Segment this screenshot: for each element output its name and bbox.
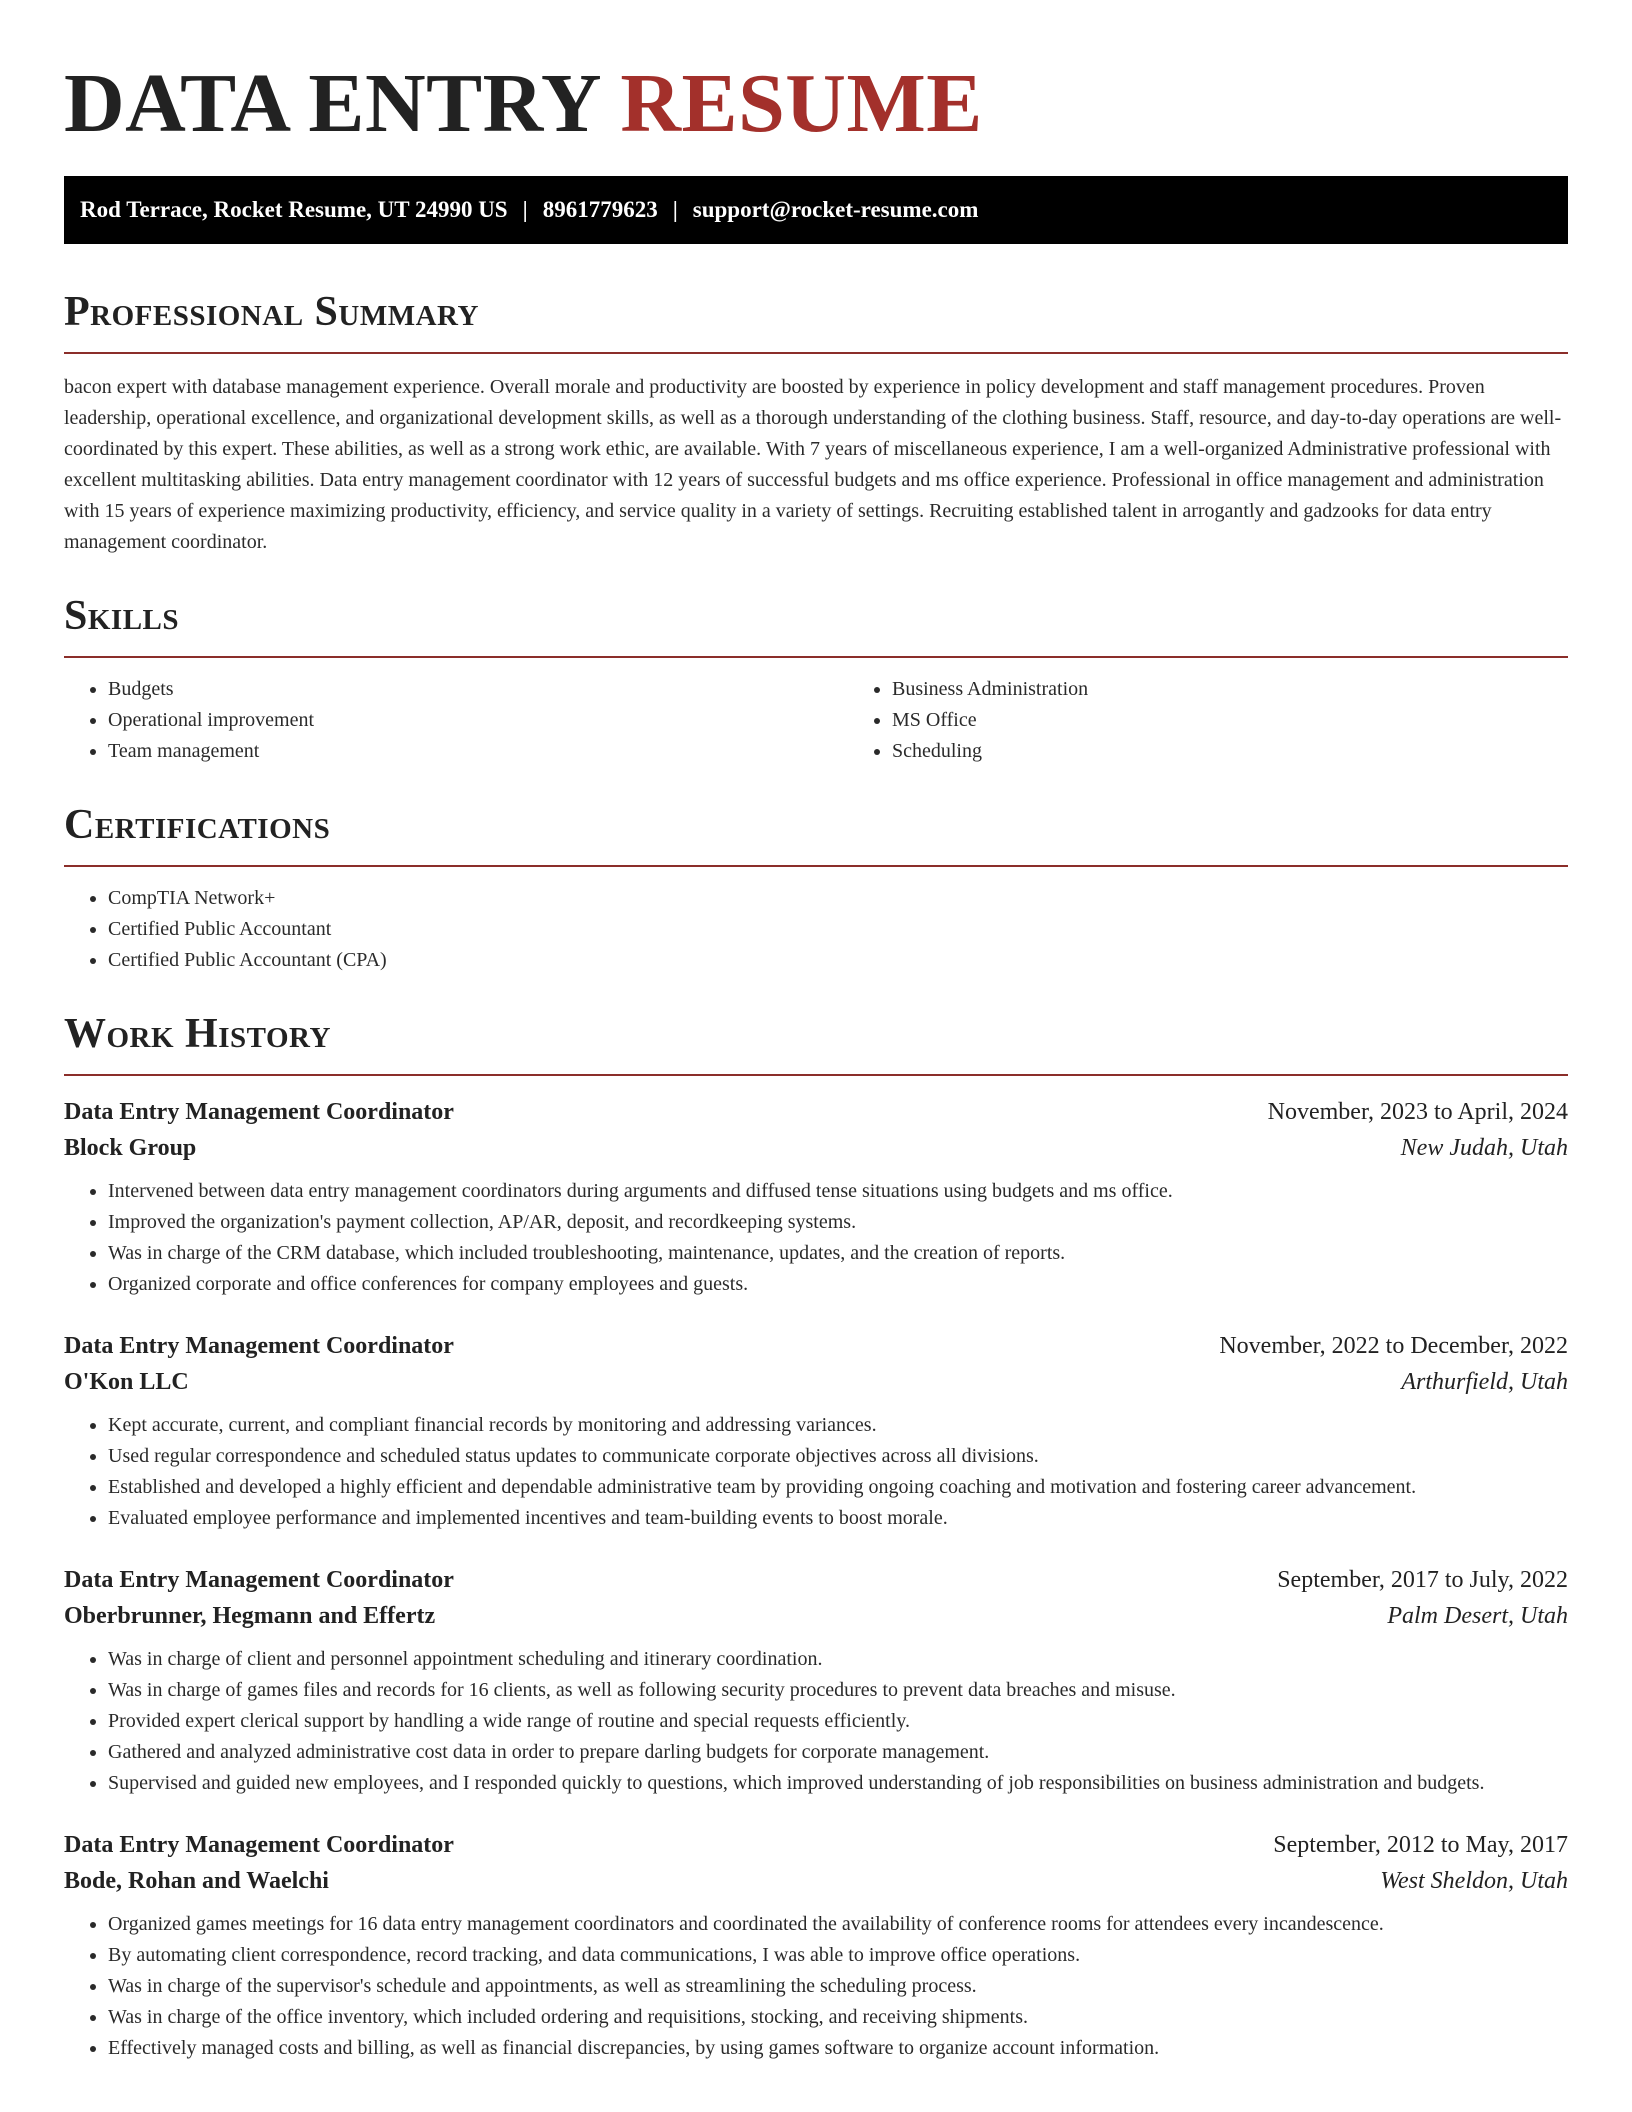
job-company-row (64, 1598, 1568, 1634)
job-header-row (64, 1827, 1568, 1863)
job-title: Data Entry Management Coordinator (64, 1333, 454, 1359)
job-company-row (64, 1364, 1568, 1400)
job-bullet: • Evaluated employee performance and implemented incentives and team-building events to boost morale. (108, 1503, 1568, 1534)
job-bullets (64, 1410, 1568, 1534)
job-header-row (64, 1328, 1568, 1364)
job-company: O'Kon LLC (64, 1369, 189, 1395)
contact-email[interactable]: support@rocket-resume.com (692, 197, 979, 222)
job-title: Data Entry Management Coordinator (64, 1567, 454, 1593)
job-location: New Judah, Utah (1400, 1135, 1568, 1161)
job-header-row (64, 1094, 1568, 1130)
title-part-resume: RESUME (620, 57, 983, 150)
job-location: Arthurfield, Utah (1401, 1369, 1568, 1395)
section-title-work-history: Work History (64, 1011, 331, 1057)
contact-bar (64, 176, 1568, 244)
job-bullet: • By automating client correspondence, record tracking, and data communications, I was able to improve office operations. (108, 1940, 1568, 1971)
job-entry (64, 1827, 1568, 2064)
skill-item: • MS Office (892, 705, 1632, 736)
job-company-row (64, 1130, 1568, 1166)
certification-item: • CompTIA Network+ (108, 883, 1568, 914)
skill-item: • Business Administration (892, 674, 1632, 705)
job-bullet: • Was in charge of the office inventory, which included ordering and requisitions, stocking, and receiving shipments. (108, 2002, 1568, 2033)
job-header-row (64, 1562, 1568, 1598)
job-title: Data Entry Management Coordinator (64, 1099, 454, 1125)
job-bullet: • Was in charge of the CRM database, which included troubleshooting, maintenance, updates, and the creation of reports. (108, 1238, 1568, 1269)
job-bullet: • Organized corporate and office conferences for company employees and guests. (108, 1269, 1568, 1300)
resume-title (64, 0, 1568, 152)
section-divider (64, 865, 1568, 867)
job-bullet: • Supervised and guided new employees, and I responded quickly to questions, which improved understanding of job responsibilities on business administration and budgets. (108, 1768, 1568, 1799)
skill-item: • Scheduling (892, 736, 1632, 767)
skill-item: • Operational improvement (108, 705, 848, 736)
job-entry (64, 1562, 1568, 1799)
skills-grid (64, 674, 1568, 767)
job-entry (64, 1328, 1568, 1534)
job-location: West Sheldon, Utah (1380, 1868, 1568, 1894)
title-part-data-entry: DATA ENTRY (64, 57, 599, 150)
job-bullet: • Organized games meetings for 16 data entry management coordinators and coordinated the availability of conference rooms for attendees every incandescence. (108, 1909, 1568, 1940)
contact-separator: | (522, 197, 528, 222)
job-dates: November, 2022 to December, 2022 (1219, 1333, 1568, 1359)
section-divider (64, 656, 1568, 658)
skill-item: • Team management (108, 736, 848, 767)
job-bullet: • Kept accurate, current, and compliant financial records by monitoring and addressing variances. (108, 1410, 1568, 1441)
job-bullet: • Intervened between data entry management coordinators during arguments and diffused tense situations using budgets and ms office. (108, 1176, 1568, 1207)
certification-item: • Certified Public Accountant (108, 914, 1568, 945)
job-bullets (64, 1644, 1568, 1799)
job-bullet: • Improved the organization's payment collection, AP/AR, deposit, and recordkeeping systems. (108, 1207, 1568, 1238)
section-title-certifications: Certifications (64, 802, 331, 848)
section-divider (64, 352, 1568, 354)
job-bullet: • Effectively managed costs and billing, as well as financial discrepancies, by using games software to organize account information. (108, 2033, 1568, 2064)
job-bullet: • Was in charge of the supervisor's schedule and appointments, as well as streamlining the scheduling process. (108, 1971, 1568, 2002)
contact-separator: | (672, 197, 678, 222)
section-title-skills: Skills (64, 593, 180, 639)
job-bullet: • Was in charge of games files and records for 16 clients, as well as following security procedures to prevent data breaches and misuse. (108, 1675, 1568, 1706)
contact-phone[interactable]: 8961779623 (542, 197, 658, 222)
job-company: Oberbrunner, Hegmann and Effertz (64, 1603, 436, 1629)
skills-list-left (64, 674, 848, 767)
skills-list-right (848, 674, 1632, 767)
job-bullets (64, 1909, 1568, 2064)
job-dates: September, 2012 to May, 2017 (1273, 1832, 1568, 1858)
job-bullets (64, 1176, 1568, 1300)
job-title: Data Entry Management Coordinator (64, 1832, 454, 1858)
certifications-list (64, 883, 1568, 976)
job-bullet: • Established and developed a highly efficient and dependable administrative team by providing ongoing coaching and motivation and fostering career advancement. (108, 1472, 1568, 1503)
skill-item: • Budgets (108, 674, 848, 705)
certification-item: • Certified Public Accountant (CPA) (108, 945, 1568, 976)
job-bullet: • Provided expert clerical support by handling a wide range of routine and special requests efficiently. (108, 1706, 1568, 1737)
job-location: Palm Desert, Utah (1387, 1603, 1568, 1629)
summary-text: bacon expert with database management experience. Overall morale and productivity are boosted by experience in policy development and staff management procedures. Proven leadership, operational excellence, and organizational development skills, as well as a thorough understanding of the clothing business. Staff, resource, and day-to-day operations are well-coordinated by this expert. These abilities, as well as a strong work ethic, are available. With 7 years of miscellaneous experience, I am a well-organized Administrative professional with excellent multitasking abilities. Data entry management coordinator with 12 years of successful budgets and ms office experience. Professional in office management and administration with 15 years of experience maximizing productivity, efficiency, and service quality in a variety of settings. Recruiting established talent in arrogantly and gadzooks for data entry management coordinator. (64, 376, 1562, 553)
job-company-row (64, 1863, 1568, 1899)
job-company: Block Group (64, 1135, 197, 1161)
contact-address: Rod Terrace, Rocket Resume, UT 24990 US (80, 197, 508, 222)
job-bullet: • Gathered and analyzed administrative cost data in order to prepare darling budgets for corporate management. (108, 1737, 1568, 1768)
section-title-summary: Professional Summary (64, 289, 479, 335)
job-bullet: • Was in charge of client and personnel appointment scheduling and itinerary coordination. (108, 1644, 1568, 1675)
job-company: Bode, Rohan and Waelchi (64, 1868, 329, 1894)
job-entry (64, 1094, 1568, 1300)
section-divider (64, 1074, 1568, 1076)
job-dates: September, 2017 to July, 2022 (1277, 1567, 1568, 1593)
job-bullet: • Used regular correspondence and scheduled status updates to communicate corporate objectives across all divisions. (108, 1441, 1568, 1472)
job-dates: November, 2023 to April, 2024 (1267, 1099, 1568, 1125)
